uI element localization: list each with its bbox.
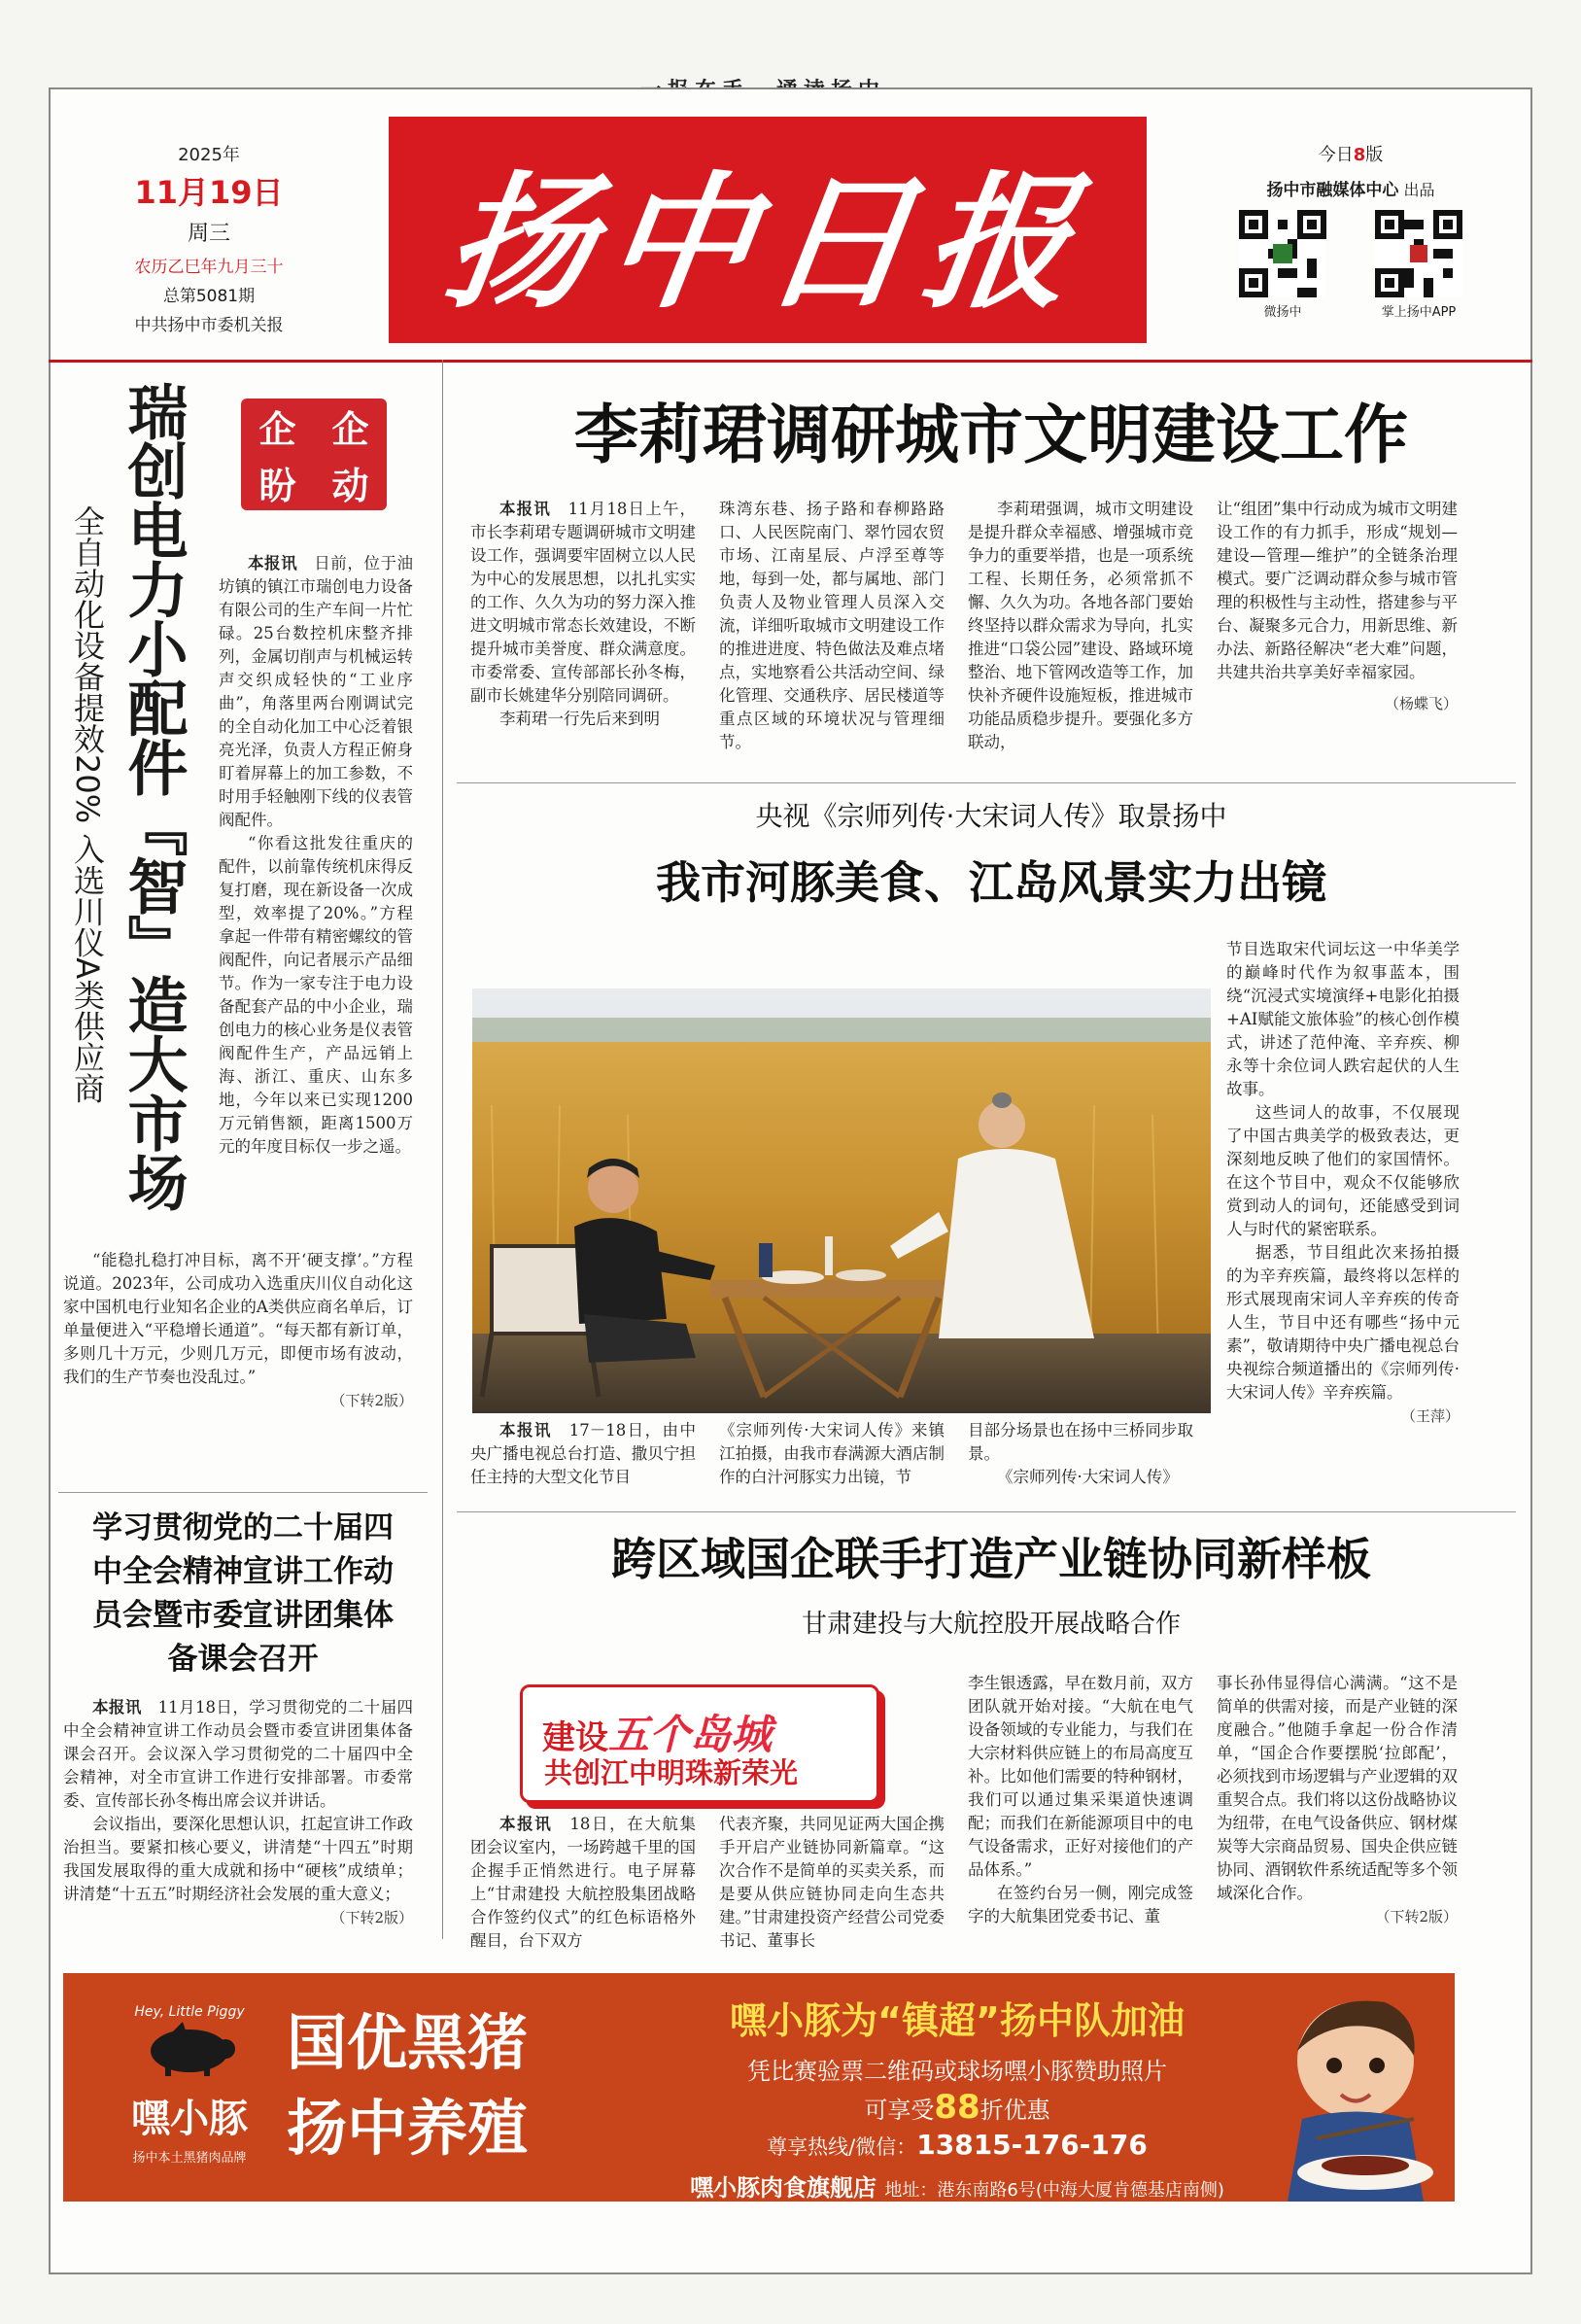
advertisement[interactable] [63,1973,1455,2202]
left-divider [58,1492,428,1493]
story2-photo [472,989,1211,1413]
publisher: 扬中市融媒体中心 出品 [1266,181,1435,200]
story2-divider [457,1511,1516,1512]
story3-title: 跨区域国企联手打造产业链协同新样板 [611,1533,1371,1585]
brand-name: 嘿小豚 [131,2097,248,2141]
ad-details: 嘿小豚为“镇超”扬中队加油 凭比赛验票二维码或球场嘿小豚赞助照片 可享受88折优惠 尊享热线/微信：13815-176-176 嘿小豚肉食旗舰店 地址：港东南路6号(中海大厦肯德基店南侧) [690,1999,1224,2202]
left-story-body-wide: “能稳扎稳打冲目标，离不开‘硬支撑’。”方程说道。2023年，公司成功入选重庆川仪自动化这家中国机电行业知名企业的A类供应商名单后，订单量便进入“平稳增长通道”。“每天都有新订单，多则几十万元，少则几万元，即便市场有波动，我们的生产节奏也没乱过。” （下转2版） [63,1251,413,1409]
story3-col2: 代表齐聚，共同见证两大国企携手开启产业链协同新篇章。“这次合作不是简单的买卖关系，而是要从供应链协同走向生态共建。”甘肃建投资产经营公司党委书记、董事长 [719,1815,945,1950]
left-story2-body: 本报讯 11月18日，学习贯彻党的二十届四中全会精神宣讲工作动员会暨市委宣讲团集体备课会召开。会议深入学习贯彻党的二十届四中全会精神，对全市宣讲工作进行安排部署。市委常委、宣传部长孙冬梅出席会议并讲话。 会议指出，要深化思想认识，扛起宣讲工作政治担当。要紧扣核心要义，讲清楚“十四五”时期我国发展取得的重大成就和扬中“硬核”成绩单；讲清楚“十五五”时期经济社会发展的重大意义； （下转2版） [63,1698,413,1926]
story1-col4: 让“组团”集中行动成为城市文明建设工作的有力抓手，形成“规划—建设—管理—维护”的全链条治理模式。要广泛调动群众参与城市管理的积极性与主动性，搭建参与平台、凝聚多元合力，用新思维、新办法、新路径解决“老大难”问题，共建共治共享美好幸福家园。 （杨蝶飞） [1217,500,1458,712]
date-lunar: 农历乙巳年九月三十 [134,258,284,277]
date-weekday: 周三 [187,222,230,246]
date-year: 2025年 [178,145,240,165]
story1-col1: 本报讯 11月18日上午，市长李莉珺专题调研城市文明建设工作，强调要牢固树立以人民为中心的发展思想，以扎扎实实的工作、久久为功的努力深入推进文明城市常态长效建设，不断提升城市美誉度、群众满意度。市委常委、宣传部部长孙冬梅，副市长姚建华分别陪同调研。 李莉珺一行先后来到明 [470,500,697,728]
story1-col3: 李莉珺强调，城市文明建设是提升群众幸福感、增强城市竞争力的重要举措，也是一项系统工程、长期任务，必须常抓不懈、久久为功。各地各部门要始终坚持以群众需求为导向，扎实推进“口袋公园”建设、路域环境整治、地下管网改造等工作，加快补齐硬件设施短板，推进城市功能品质稳步提升。要强化多方联动， [968,500,1193,751]
pig-icon [136,2020,243,2078]
story2-col2: 《宗师列传·大宋词人传》来镇江拍摄，由我市春满源大酒店制作的白汁河豚实力出镜，节 [719,1421,945,1486]
story3-subtitle: 甘肃建投与大航控股开展战略合作 [801,1610,1181,1639]
qr-label-2: 掌上扬中APP [1381,305,1457,320]
story3-col4: 事长孙伟显得信心满满。“这不是简单的供需对接，而是产业链的深度融合。”他随手拿起一份合作清单，“国企合作要摆脱‘拉郎配’，必须找到市场逻辑与产业逻辑的双重契合点。我们将以这份战略协议为纽带，在电气设备供应、钢材煤炭等大宗商品贸易、国央企供应链协同、酒钢软件系统适配等多个领域深化合作。 （下转2版） [1217,1674,1458,1925]
page-count: 今日8版 [1318,145,1384,165]
organization: 中共扬中市委机关报 [134,316,284,335]
left-story-body: 本报讯 日前，位于油坊镇的镇江市瑞创电力设备有限公司的生产车间一片忙碌。25台数控机床整齐排列，金属切削声与机械运转声交织成轻快的“工业序曲”，角落里两台刚调试完的全自动化加工中心泛着银亮光泽，负责人方程正俯身盯着屏幕上的加工参数，不时用手轻触刚下线的仪表管阀配件。 “你看这批发往重庆的配件，以前靠传统机床得反复打磨，现在新设备一次成型，效率提了20%。”方程拿起一件带有精密螺纹的管阀配件，向记者展示产品细节。作为一家专注于电力设备配套产品的中小企业，瑞创电力的核心业务是仪表管阀配件生产，产品远销上海、浙江、重庆、山东多地，今年以来已实现1200万元销售额，距离1500万元的年度目标仅一步之遥。 [219,554,414,1156]
ad-brand [92,1998,287,2183]
ad-headline: 国优黑猪 扬中养殖 [287,2007,529,2164]
qipan-qidong-seal: 企 企 盼 动 [241,399,387,510]
child-eating-illustration [1258,1973,1453,2202]
masthead-right [1215,141,1487,320]
rice-field-photo [472,989,1211,1413]
qr-code-icon [1239,210,1326,297]
masthead-title: 扬中日报 [434,156,1097,329]
story2-title: 我市河豚美食、江岛风景实力出镜 [656,856,1326,909]
left-story-title: 瑞创电力小配件『智』造大市场 [118,381,189,1211]
masthead-logo [389,117,1147,343]
left-story-subtitle: 全自动化设备提效20% 入选川仪A类供应商 [69,505,106,1104]
story3-col3: 李生银透露，早在数月前，双方团队就开始对接。“大航在电气设备领域的专业能力，与我们在大宗材料供应链上的布局高度互补。比如他们需要的特种钢材，我们可以通过集采渠道快速调配；而我们在新能源项目中的电气设备需求，正好对接他们的产品体系。” 在签约台另一侧，刚完成签字的大航集团党委书记、董 [968,1674,1193,1925]
date-month-day: 11月19日 [134,174,284,211]
brand-tagline: 扬中本土黑猪肉品牌 [132,2151,247,2166]
qr-code-icon [1375,210,1462,297]
qr-weiyangzhong[interactable] [1236,210,1329,320]
story1-title: 李莉珺调研城市文明建设工作 [574,397,1408,472]
qr-label-1: 微扬中 [1263,305,1302,320]
story2-col3: 目部分场景也在扬中三桥同步取景。 《宗师列传·大宋词人传》 [968,1421,1193,1486]
story2-kicker: 央视《宗师列传·大宋词人传》取景扬中 [755,800,1227,832]
brand-english: Hey, Little Piggy [134,2004,245,2020]
qr-app[interactable] [1372,210,1465,320]
left-story2-title: 学习贯彻党的二十届四中全会精神宣讲工作动员会暨市委宣讲团集体备课会召开 [92,1510,394,1677]
column-divider [442,360,443,1939]
story3-col1: 本报讯 18日，在大航集团会议室内，一场跨越千里的国企握手正悄然进行。电子屏幕上“甘肃建投 大航控股集团战略合作签约仪式”的红色标语格外醒目，台下双方 [470,1815,697,1950]
five-island-banner: 建设五个岛城 共创江中明珠新荣光 [520,1684,879,1803]
story1-divider [457,782,1516,783]
story2-col1: 本报讯 17－18日，由中央广播电视总台打造、撒贝宁担任主持的大型文化节目 [470,1421,696,1486]
masthead-rule [49,360,1532,363]
issue-number: 总第5081期 [162,287,256,306]
story1-col2: 珠湾东巷、扬子路和春柳路路口、人民医院南门、翠竹园农贸市场、江南星辰、卢浮至尊等地，每到一处，都与属地、部门负责人及物业管理人员深入交流，详细听取城市文明建设工作的推进进度、特色做法及难点堵点，实地察看公共活动空间、绿化管理、交通秩序、居民楼道等重点区域的环境状况与管理细节。 [719,500,945,751]
date-box [97,141,321,335]
story2-right-col: 节目选取宋代词坛这一中华美学的巅峰时代作为叙事蓝本，围绕“沉浸式实境演绎+电影化拍摄+AI赋能文旅体验”的核心创作模式，讲述了范仲淹、辛弃疾、柳永等十余位词人跌宕起伏的人生故事。 这些词人的故事，不仅展现了中国古典美学的极致表达，更深刻地反映了他们的家国情怀。在这个节目中，观众不仅能够欣赏到动人的词句，还能感受到词人与时代的紧密联系。 据悉，节目组此次来扬拍摄的为辛弃疾篇，最终将以怎样的形式展现南宋词人辛弃疾的传奇人生，节目中还有哪些“扬中元素”，敬请期待中央广播电视总台央视综合频道播出的《宗师列传·大宋词人传》辛弃疾篇。 （王萍） [1226,940,1460,1425]
